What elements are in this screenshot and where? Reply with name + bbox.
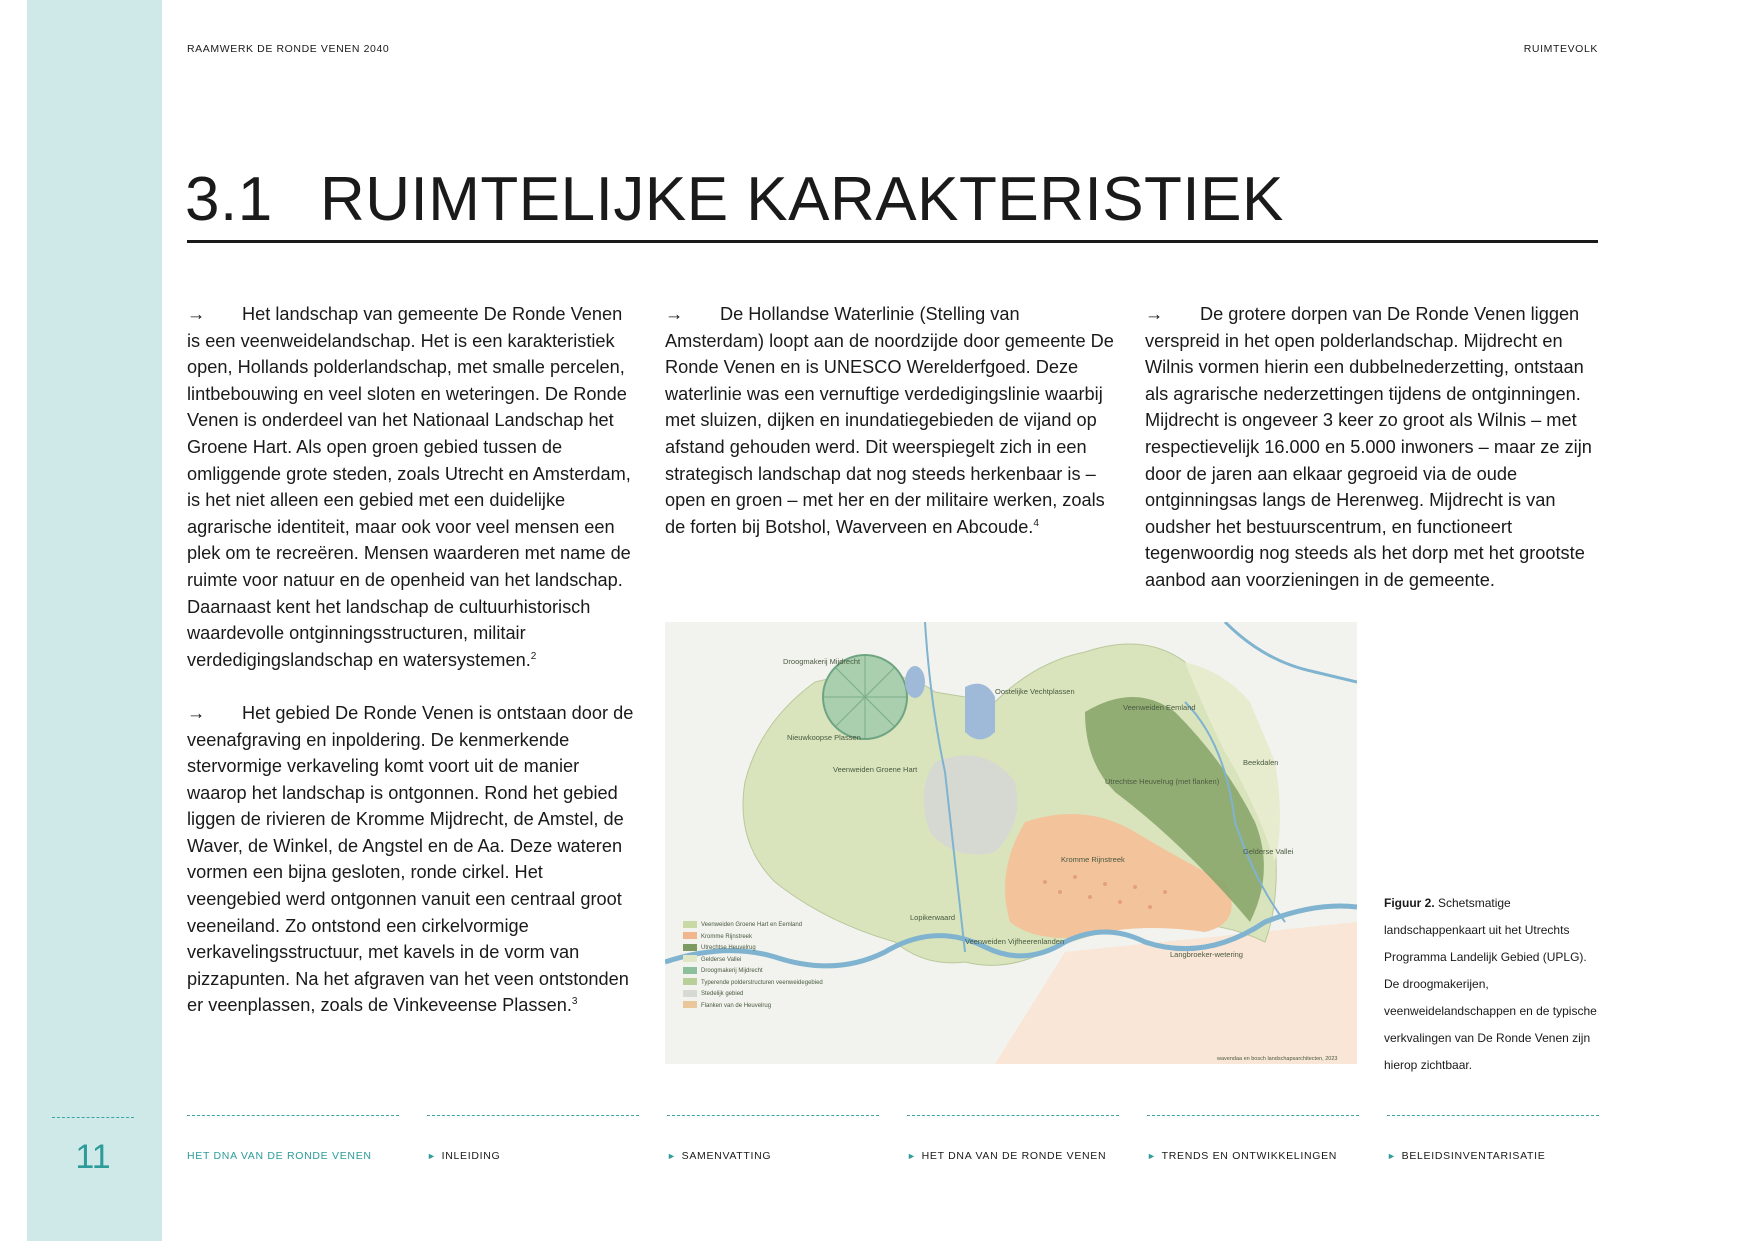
legend-swatch	[683, 1001, 697, 1008]
legend-label: Flanken van de Heuvelrug	[701, 1002, 772, 1009]
heading-rule	[187, 240, 1598, 243]
section-title: RUIMTELIJKE KARAKTERISTIEK	[320, 164, 1284, 234]
map-label: Oostelijke Vechtplassen	[995, 687, 1075, 696]
footer-nav-label[interactable]	[1147, 1150, 1359, 1162]
legend-label: Typerende polderstructuren veenweidegebied	[701, 979, 823, 986]
sidebar-divider	[52, 1117, 134, 1118]
arrow-icon: →	[665, 304, 684, 324]
footer-divider	[667, 1115, 879, 1116]
paragraph-text: Het gebied De Ronde Venen is ontstaan door de veenafgraving en inpoldering. De kenmerkende stervormige verkaveling komt voort uit de manier waarop het landschap is ontgonnen. Rond het gebied liggen de rivieren de Kromme Mijdrecht, de Amstel, de Waver, de Winkel, de Angstel en de Aa. Deze wateren vormen een bijna gesloten, ronde cirkel. Het veengebied werd ontgonnen vanuit een centraal groot veeneiland. Zo ontstond een cirkelvormige verkavelingsstructuur, met kavels in de vorm van pizzapunten. Na het afgraven van het veen ontstonden er veenplassen, zoals de Vinkeveense Plassen.	[187, 702, 634, 1016]
arrow-icon: →	[187, 304, 206, 324]
document-title: RAAMWERK DE RONDE VENEN 2040	[187, 43, 390, 55]
section-heading	[185, 164, 1284, 235]
arrow-icon: →	[1145, 304, 1164, 324]
footer-nav-text: SAMENVATTING	[681, 1150, 772, 1162]
triangle-right-icon: ►	[427, 1151, 437, 1161]
text-column-2	[665, 301, 1117, 567]
map-credit: wavendaa en bosch landschapsarchitecten, 2023	[1217, 1056, 1338, 1062]
legend-swatch	[683, 978, 697, 985]
legend-swatch	[683, 990, 697, 997]
footer-nav-text: HET DNA VAN DE RONDE VENEN	[921, 1150, 1107, 1162]
legend-label: Droogmakerij Mijdrecht	[701, 968, 763, 974]
map-label: Veenweiden Eemland	[1123, 703, 1196, 712]
footer-nav-item[interactable]	[1147, 1115, 1359, 1162]
legend-item	[683, 978, 823, 990]
legend-item	[683, 932, 823, 944]
arrow-icon: →	[187, 702, 206, 723]
map-label: Gelderse Vallei	[1243, 847, 1294, 856]
footer-nav-text: BELEIDSINVENTARISATIE	[1401, 1150, 1546, 1162]
map-label: Droogmakerij Mijdrecht	[783, 657, 861, 666]
legend-label: Utrechtse Heuvelrug	[701, 945, 756, 951]
map-label: Langbroeker-wetering	[1170, 950, 1243, 959]
legend-swatch	[683, 967, 697, 974]
landscape-map	[665, 622, 1357, 1064]
triangle-right-icon: ►	[1147, 1151, 1157, 1161]
paragraph	[187, 700, 639, 1019]
map-label: Utrechtse Heuvelrug (met flanken)	[1105, 777, 1220, 786]
footer-divider	[427, 1115, 639, 1116]
paragraph-text: De Hollandse Waterlinie (Stelling van Amsterdam) loopt aan de noordzijde door gemeente De Ronde Venen en is UNESCO Werelderfgoed. Deze waterlinie was een vernuftige verdedigingslinie waarbij met sluizen, dijken en inundatiegebieden de vijand op afstand gehouden werd. Dit weerspiegelt zich in een strategisch landschap dat nog steeds herkenbaar is – open en groen – met her en der militaire werken, zoals de forten bij Botshol, Waverveen en Abcoude.	[665, 304, 1114, 537]
map-label: Veenweiden Groene Hart	[833, 765, 918, 774]
triangle-right-icon: ►	[907, 1151, 917, 1161]
legend-item	[683, 1001, 823, 1013]
footer-nav-item[interactable]	[1387, 1115, 1599, 1162]
footer-divider	[1147, 1115, 1359, 1116]
legend-swatch	[683, 944, 697, 951]
footnote-ref[interactable]: 3	[571, 996, 578, 1008]
footer-nav-label[interactable]	[667, 1150, 879, 1162]
triangle-right-icon: ►	[1387, 1151, 1397, 1161]
page-number: 11	[75, 1138, 111, 1176]
text-column-3	[1145, 301, 1597, 620]
paragraph	[665, 301, 1117, 540]
figure-caption	[1384, 890, 1599, 1079]
legend-label: Gelderse Vallei	[701, 956, 742, 963]
legend-item	[683, 966, 823, 978]
legend-swatch	[683, 955, 697, 962]
legend-label: Veenweiden Groene Hart en Eemland	[701, 922, 803, 928]
footer-divider	[907, 1115, 1119, 1116]
paragraph	[1145, 301, 1597, 594]
footer-nav-item[interactable]	[187, 1115, 399, 1162]
footer-divider	[187, 1115, 399, 1116]
footer-nav-item[interactable]	[907, 1115, 1119, 1162]
text-column-1	[187, 301, 639, 1046]
paragraph	[187, 301, 639, 673]
legend-item	[683, 920, 823, 932]
legend-swatch	[683, 921, 697, 928]
map-label: Beekdalen	[1243, 758, 1279, 767]
footnote-ref[interactable]: 4	[1033, 517, 1039, 529]
footer-nav-label[interactable]	[907, 1150, 1119, 1162]
caption-text: Schetsmatige landschappenkaart uit het Utrechts Programma Landelijk Gebied (UPLG). De droogmakerijen, veenweidelandschappen en de typische verkvalingen van De Ronde Venen zijn hierop zichtbaar.	[1384, 896, 1597, 1072]
map-label: Nieuwkoopse Plassen	[787, 733, 861, 742]
footer-divider	[1387, 1115, 1599, 1116]
paragraph-text: Het landschap van gemeente De Ronde Venen is een veenweidelandschap. Het is een karakteristiek open, Hollands polderlandschap, met smalle percelen, lintbebouwing en veel sloten en weteringen. De Ronde Venen is onderdeel van het Nationaal Landschap het Groene Hart. Als open groen gebied tussen de omliggende grote steden, zoals Utrecht en Amsterdam, is het niet alleen een gebied met een duidelijke agrarische identiteit, maar ook voor veel mensen een plek om te recreëren. Mensen waarderen met name de ruimte voor natuur en de openheid van het landschap. Daarnaast kent het landschap de cultuurhistorisch waardevolle ontginningsstructuren, militair verdedigingslandschap en watersystemen.	[187, 304, 631, 670]
legend-item	[683, 955, 823, 967]
map-label: Kromme Rijnstreek	[1061, 855, 1125, 864]
footer-nav-label[interactable]	[427, 1150, 639, 1162]
map-label: Lopikerwaard	[910, 913, 956, 922]
map-label: Veenweiden Vijfheerenlanden	[965, 937, 1065, 946]
map-legend	[683, 920, 823, 1012]
footer-nav-text: HET DNA VAN DE RONDE VENEN	[187, 1150, 372, 1162]
sidebar-band	[27, 0, 162, 1241]
legend-item	[683, 989, 823, 1001]
footer-nav-text: INLEIDING	[441, 1150, 501, 1162]
footer-nav-text: TRENDS EN ONTWIKKELINGEN	[1161, 1150, 1338, 1162]
footer-nav-item[interactable]	[427, 1115, 639, 1162]
legend-swatch	[683, 932, 697, 939]
figure-label: Figuur 2.	[1384, 896, 1435, 910]
legend-label: Kromme Rijnstreek	[701, 933, 753, 940]
footer-nav-label[interactable]	[1387, 1150, 1599, 1162]
legend-item	[683, 943, 823, 955]
footer-nav-item[interactable]	[667, 1115, 879, 1162]
triangle-right-icon: ►	[667, 1151, 677, 1161]
legend-label: Stedelijk gebied	[701, 991, 744, 997]
footer-nav-label[interactable]	[187, 1150, 399, 1162]
paragraph-text: De grotere dorpen van De Ronde Venen liggen verspreid in het open polderlandschap. Mijdrecht en Wilnis vormen hierin een dubbelnederzetting, ontstaan als agrarische nederzettingen tijdens de ontginningen. Mijdrecht is ongeveer 3 keer zo groot als Wilnis – met respectievelijk 16.000 en 5.000 inwoners – maar ze zijn door de jaren aan elkaar gegroeid via de oude ontginningsas langs de Herenweg. Mijdrecht is van oudsher het bestuurscentrum, en functioneert tegenwoordig nog steeds als het dorp met het grootste aanbod aan voorzieningen in de gemeente.	[1145, 304, 1592, 590]
footnote-ref[interactable]: 2	[530, 650, 537, 662]
section-number: 3.1	[185, 164, 273, 234]
publisher-name: RUIMTEVOLK	[1523, 43, 1598, 55]
